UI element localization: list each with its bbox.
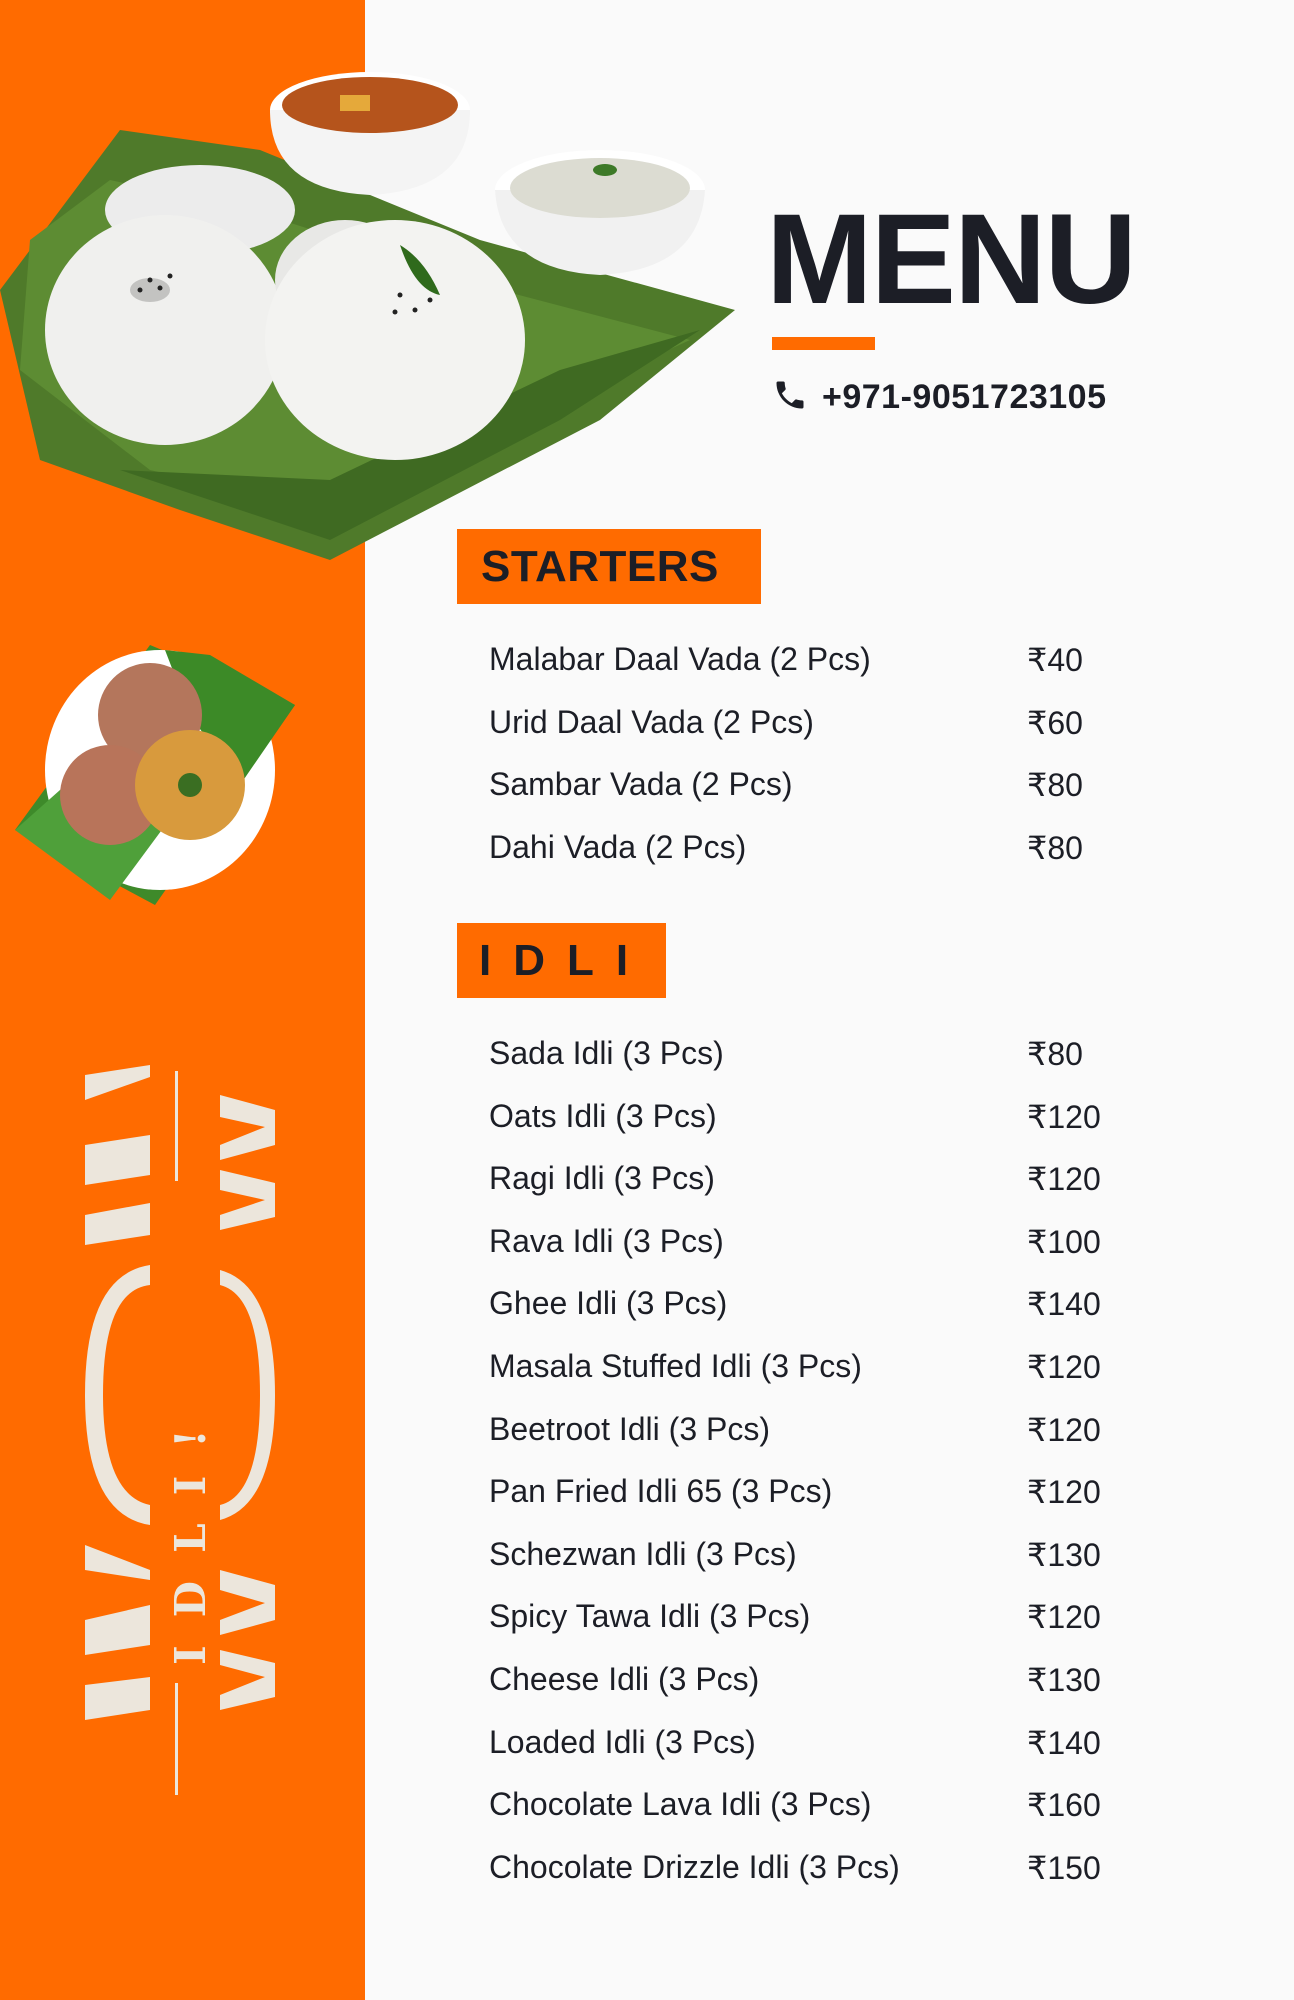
item-name: Ghee Idli (3 Pcs) <box>489 1285 728 1322</box>
item-price: ₹80 <box>1027 767 1083 804</box>
item-price: ₹130 <box>1027 1661 1101 1698</box>
menu-item <box>489 1035 1129 1098</box>
item-price: ₹130 <box>1027 1536 1101 1573</box>
item-name: Schezwan Idli (3 Pcs) <box>489 1535 797 1572</box>
menu-item <box>489 1598 1129 1661</box>
section-label: STARTERS <box>481 541 719 591</box>
menu-item <box>489 704 1129 767</box>
wow-idli-wordmark-graphic <box>85 1065 275 1795</box>
item-price: ₹80 <box>1027 829 1083 866</box>
menu-item <box>489 1223 1129 1286</box>
menu-item <box>489 1724 1129 1787</box>
section-label: IDLI <box>479 935 651 985</box>
item-price: ₹120 <box>1027 1098 1101 1135</box>
item-price: ₹100 <box>1027 1223 1101 1260</box>
idli-hero-image <box>0 40 740 570</box>
starters-list <box>489 641 1129 891</box>
section-title-starters <box>457 529 761 604</box>
menu-item <box>489 1849 1129 1912</box>
menu-item <box>489 1536 1129 1599</box>
item-price: ₹40 <box>1027 642 1083 678</box>
svg-text:IDLI!: IDLI! <box>166 1401 215 1665</box>
item-name: Ragi Idli (3 Pcs) <box>489 1160 715 1197</box>
title-underline <box>772 337 875 350</box>
item-name: Dahi Vada (2 Pcs) <box>489 828 747 865</box>
menu-item <box>489 1160 1129 1223</box>
item-price: ₹120 <box>1027 1599 1101 1636</box>
menu-item <box>489 1411 1129 1474</box>
item-price: ₹120 <box>1027 1161 1101 1198</box>
item-name: Beetroot Idli (3 Pcs) <box>489 1410 770 1447</box>
menu-item <box>489 1285 1129 1348</box>
item-price: ₹120 <box>1027 1348 1101 1385</box>
item-name: Oats Idli (3 Pcs) <box>489 1097 717 1134</box>
item-price: ₹150 <box>1027 1849 1101 1886</box>
item-price: ₹140 <box>1027 1724 1101 1761</box>
item-price: ₹140 <box>1027 1286 1101 1323</box>
item-name: Sada Idli (3 Pcs) <box>489 1035 724 1071</box>
menu-item <box>489 1661 1129 1724</box>
item-name: Spicy Tawa Idli (3 Pcs) <box>489 1598 811 1635</box>
phone-number[interactable]: +971-9051723105 <box>822 377 1107 416</box>
item-price: ₹60 <box>1027 704 1083 741</box>
menu-item <box>489 1098 1129 1161</box>
menu-item <box>489 1348 1129 1411</box>
item-price: ₹120 <box>1027 1411 1101 1448</box>
menu-title: MENU <box>766 188 1135 331</box>
vada-plate-illustration <box>10 635 300 905</box>
logo-wordmark <box>85 1065 275 1795</box>
vada-plate-image <box>10 635 300 905</box>
section-title-idli <box>457 923 666 998</box>
item-name: Urid Daal Vada (2 Pcs) <box>489 703 814 740</box>
menu-item <box>489 829 1129 892</box>
menu-item <box>489 641 1129 704</box>
item-price: ₹160 <box>1027 1787 1101 1824</box>
item-name: Chocolate Drizzle Idli (3 Pcs) <box>489 1848 900 1885</box>
item-name: Malabar Daal Vada (2 Pcs) <box>489 641 871 677</box>
item-name: Loaded Idli (3 Pcs) <box>489 1723 756 1760</box>
item-price: ₹80 <box>1027 1036 1083 1072</box>
item-name: Rava Idli (3 Pcs) <box>489 1222 724 1259</box>
item-name: Cheese Idli (3 Pcs) <box>489 1660 760 1697</box>
item-name: Sambar Vada (2 Pcs) <box>489 766 793 803</box>
wow-idli-logo <box>85 1065 275 1795</box>
item-price: ₹120 <box>1027 1474 1101 1511</box>
menu-item <box>489 1473 1129 1536</box>
phone-contact <box>772 376 1107 418</box>
phone-icon <box>772 376 808 418</box>
item-name: Masala Stuffed Idli (3 Pcs) <box>489 1347 862 1384</box>
menu-item <box>489 1786 1129 1849</box>
menu-item <box>489 766 1129 829</box>
idli-list <box>489 1035 1129 1911</box>
item-name: Chocolate Lava Idli (3 Pcs) <box>489 1786 872 1823</box>
item-name: Pan Fried Idli 65 (3 Pcs) <box>489 1473 833 1510</box>
idli-plate-illustration <box>0 40 740 570</box>
